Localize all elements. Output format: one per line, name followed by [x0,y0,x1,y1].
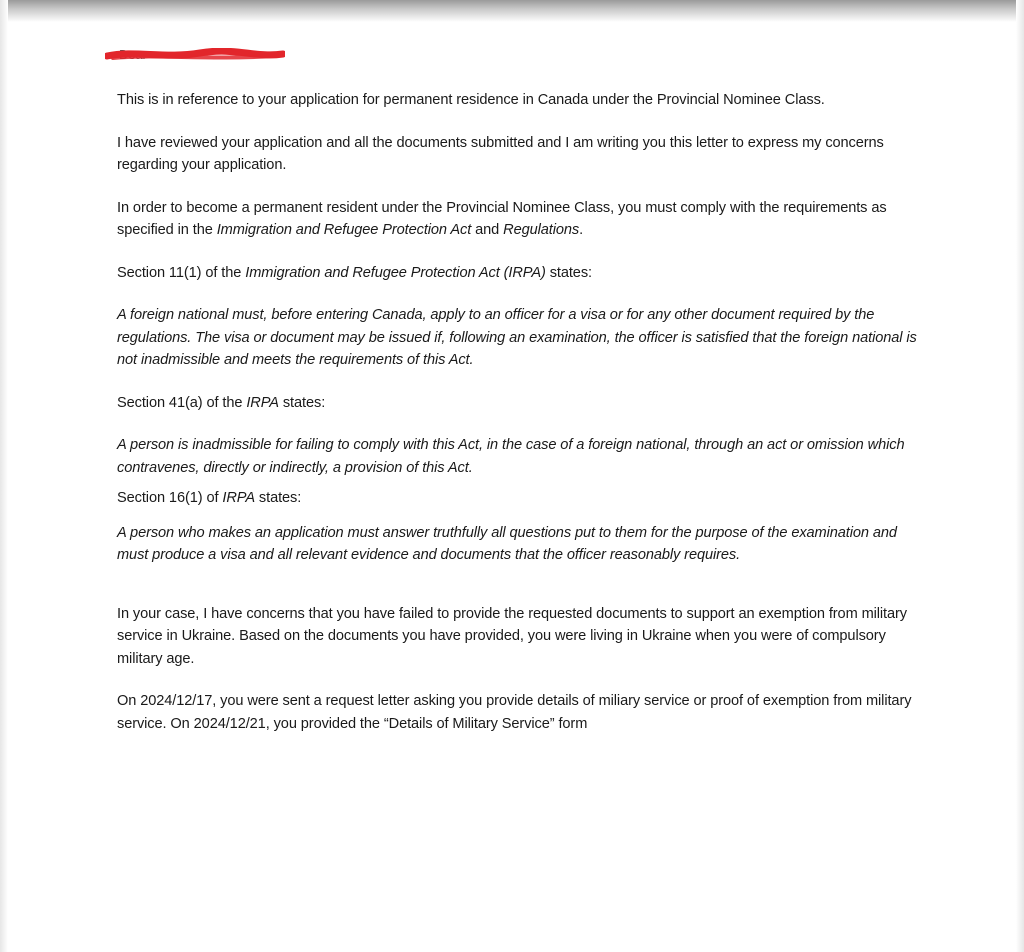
letter-body [117,40,917,735]
section-16-heading [117,487,917,510]
quote-text: A person who makes an application must answer truthfully all questions put to them for the purpose of the examination and must produce a visa and all relevant evidence and documents that the officer reasonably requires. [117,524,897,563]
paragraph-requirements [117,197,917,242]
paragraph-request-history: On 2024/12/17, you were sent a request letter asking you provide details of miliary service or proof of exemption from military service. On 2024/12/21, you provided the “Details of Military Service” form [117,693,912,732]
act-abbrev: IRPA [246,394,279,411]
section-41-quote [117,434,917,479]
act-title: Immigration and Refugee Protection Act [216,222,472,238]
regulations-title: Regulations [503,222,580,238]
paragraph-concerns: In your case, I have concerns that you have failed to provide the requested documents to support an exemption from military service in Ukraine. Based on the documents you have provided, you were living in Ukraine when you were of compulsory military age. [117,605,907,667]
salutation: Dear [119,47,147,62]
text-span: states: [278,394,326,411]
text-span: and [471,222,504,238]
text-span: states: [545,264,592,281]
right-edge-shadow [1016,0,1024,952]
section-41-heading [117,392,917,415]
act-abbrev: IRPA [222,490,255,506]
text-span: In order to become a permanent resident under the Provincial Nominee Class, you must comply with the requirements as specified in the [117,199,887,238]
text-span: Section 41(a) of the [117,394,247,411]
text-span: Section 16(1) of [117,490,223,506]
quote-text: A foreign national must, before entering Canada, apply to an officer for a visa or for any other document required by the regulations. The visa or document may be issued if, following an examination, the officer is satisfied that the foreign national is not inadmissible and meets the requirements of this Act. [117,307,917,368]
top-shadow [0,0,1024,22]
paragraph-reference: This is in reference to your application for permanent residence in Canada under the Provincial Nominee Class. [117,92,825,108]
quote-text: A person is inadmissible for failing to comply with this Act, in the case of a foreign national, through an act or omission which contravenes, directly or indirectly, a provision of this Act. [117,437,905,476]
section-11-quote [117,304,917,372]
section-16-quote [117,522,917,567]
section-11-heading [117,262,917,285]
redaction-scribble [105,48,285,62]
act-title: Immigration and Refugee Protection Act (IRPA) [245,264,546,281]
text-span: . [579,222,584,238]
salutation-line [117,40,917,70]
text-span: Section 11(1) of the [117,264,246,281]
paragraph-review: I have reviewed your application and all the documents submitted and I am writing you this letter to express my concerns regarding your application. [117,134,884,173]
text-span: states: [254,490,302,506]
left-edge-shadow [0,0,8,952]
